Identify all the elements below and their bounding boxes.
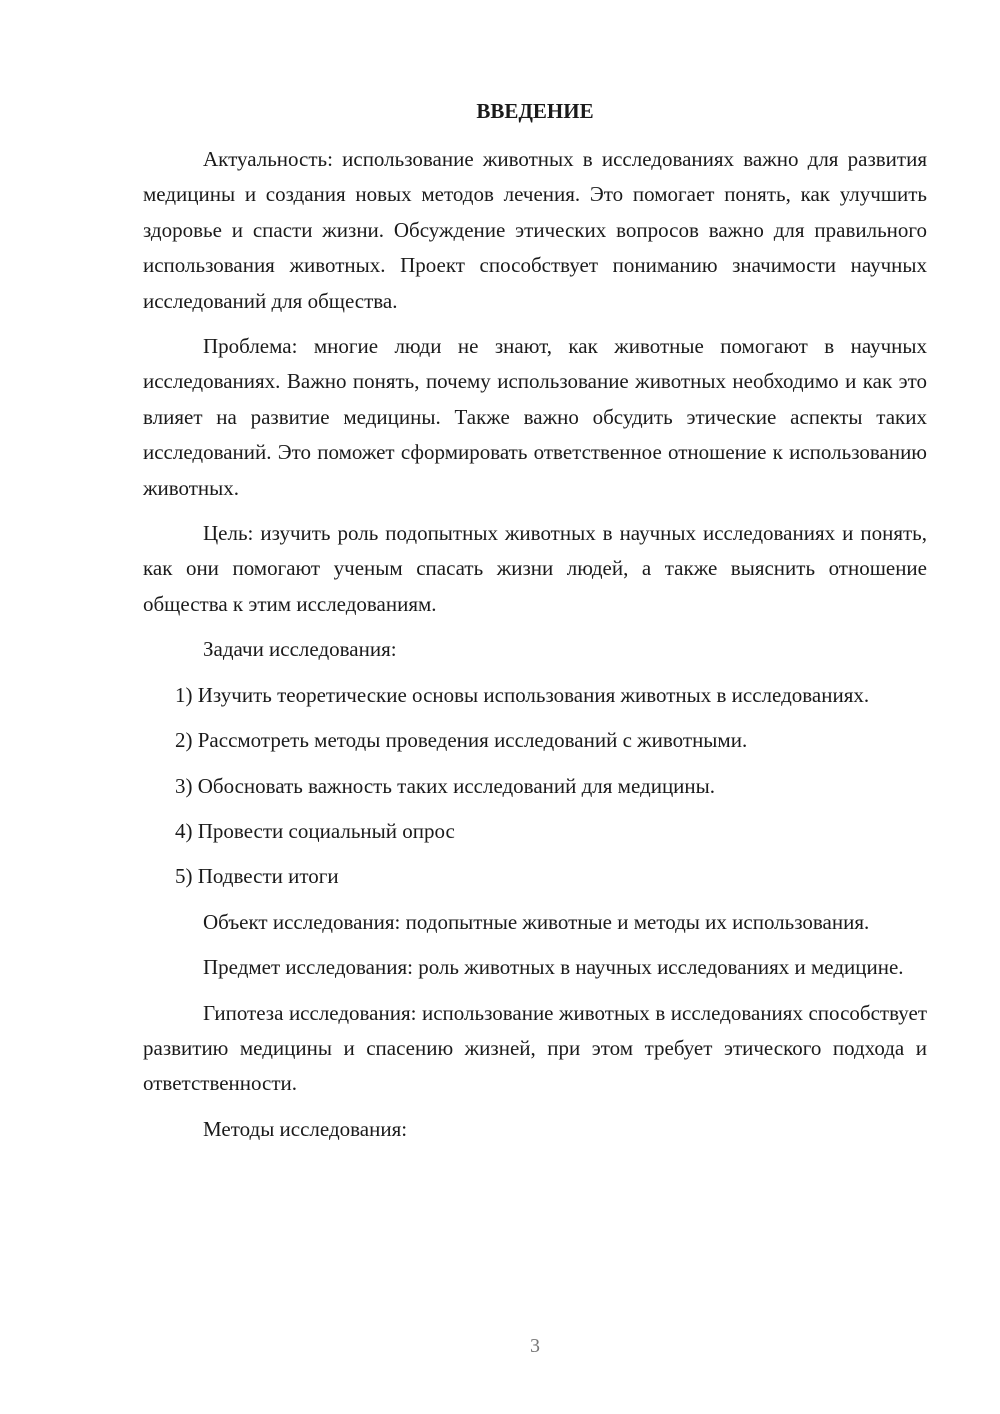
task-item-4: 4) Провести социальный опрос	[175, 818, 455, 843]
methods-heading: Методы исследования:	[203, 1116, 408, 1141]
task-item-2: 2) Рассмотреть методы проведения исследований с животными.	[175, 728, 748, 753]
subject-paragraph: Предмет исследования: роль животных в научных исследованиях и медицине.	[203, 955, 904, 980]
hypothesis-paragraph: Гипотеза исследования: использование животных в исследованиях способствует развитию медицины и спасению жизней, при этом требует этического подхода и ответственности.	[143, 1000, 927, 1096]
page-number: 3	[530, 1335, 540, 1357]
task-item-5: 5) Подвести итоги	[175, 864, 339, 889]
document-body	[143, 142, 927, 1157]
relevance-paragraph: Актуальность: использование животных в исследованиях важно для развития медицины и создания новых методов лечения. Это помогает понять, как улучшить здоровье и спасти жизни. Обсуждение этических вопросов важно для правильного использования животных. Проект способствует пониманию значимости научных исследований для общества.	[143, 147, 927, 313]
object-paragraph: Объект исследования: подопытные животные и методы их использования.	[203, 909, 870, 934]
tasks-heading: Задачи исследования:	[203, 637, 397, 662]
problem-paragraph: Проблема: многие люди не знают, как животные помогают в научных исследованиях. Важно понять, почему использование животных необходимо и как это влияет на развитие медицины. Также важно обсудить этические аспекты таких исследований. Это поможет сформировать ответственное отношение к использованию животных.	[143, 334, 927, 500]
task-item-1: 1) Изучить теоретические основы использования животных в исследованиях.	[175, 682, 870, 707]
task-item-3: 3) Обосновать важность таких исследований для медицины.	[175, 773, 716, 798]
document-page	[143, 0, 927, 1414]
section-title: ВВЕДЕНИЕ	[476, 99, 594, 123]
goal-paragraph: Цель: изучить роль подопытных животных в научных исследованиях и понять, как они помогают ученым спасать жизни людей, а также выяснить отношение общества к этим исследованиям.	[143, 521, 927, 616]
